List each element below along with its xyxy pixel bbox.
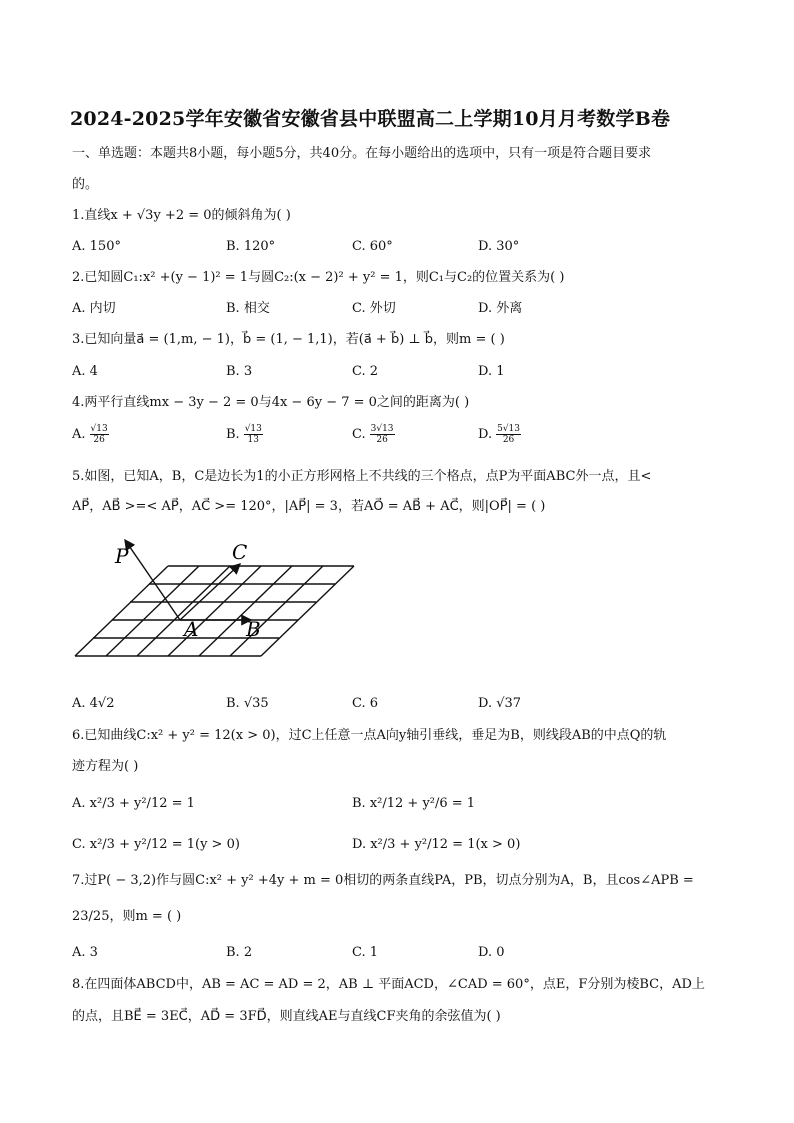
arrow-ap	[125, 540, 180, 620]
question-4-option-a	[72, 424, 109, 445]
question-6-stem: 6.已知曲线C:x² + y² = 12(x > 0)，过C上任意一点A向y轴引垂线，垂足为B，则线段AB的中点Q的轨	[72, 728, 667, 743]
question-1-option-d: D. 30°	[478, 239, 520, 254]
question-4-option-b	[226, 424, 263, 445]
section-heading-cont: 的。	[72, 177, 99, 192]
question-2-option-c: C. 外切	[352, 301, 396, 316]
grid-figure-svg	[72, 532, 372, 680]
option-letter: A.	[72, 427, 86, 442]
question-7-option-a: A. 3	[72, 945, 98, 960]
fraction-denominator: 13	[247, 435, 259, 445]
option-letter: C.	[352, 427, 366, 442]
fraction-denominator: 26	[93, 435, 105, 445]
fraction-numerator: 3√13	[370, 424, 394, 434]
question-2-option-b: B. 相交	[226, 301, 270, 316]
fraction	[90, 424, 109, 445]
page-title: 2024-2025学年安徽省安徽省县中联盟高二上学期10月月考数学B卷	[70, 108, 671, 130]
label-p: P	[115, 544, 129, 568]
question-7-option-b: B. 2	[226, 945, 253, 960]
question-3-option-b: B. 3	[226, 364, 253, 379]
question-6-option-d: D. x²/3 + y²/12 = 1(x > 0)	[352, 837, 521, 852]
question-6-option-b: B. x²/12 + y²/6 = 1	[352, 796, 476, 811]
question-1-option-c: C. 60°	[352, 239, 393, 254]
fraction-denominator: 26	[502, 435, 515, 445]
question-3-option-a: A. 4	[72, 364, 98, 379]
question-5-option-a: A. 4√2	[72, 696, 115, 711]
question-6-option-a: A. x²/3 + y²/12 = 1	[72, 796, 195, 811]
option-letter: B.	[226, 427, 240, 442]
question-6-option-c: C. x²/3 + y²/12 = 1(y > 0)	[72, 837, 240, 852]
question-5-option-d: D. √37	[478, 696, 522, 711]
question-1-option-a: A. 150°	[72, 239, 121, 254]
question-2-option-a: A. 内切	[72, 301, 116, 316]
question-4-stem: 4.两平行直线mx − 3y − 2 = 0与4x − 6y − 7 = 0之间的距离为( )	[72, 395, 470, 410]
grid-figure	[72, 532, 372, 684]
question-7-stem: 7.过P( − 3,2)作与圆C:x² + y² +4y + m = 0相切的两条直线PA，PB，切点分别为A，B，且cos∠APB =	[72, 873, 694, 888]
option-letter: D.	[478, 427, 493, 442]
fraction	[496, 424, 521, 445]
question-7-stem-cont: 23/25，则m = ( )	[72, 909, 182, 924]
fraction	[370, 424, 395, 445]
question-5-stem-cont: AP⃗，AB⃗ >=< AP⃗，AC⃗ >= 120°，|AP⃗| = 3，若AO⃗ = AB⃗ + AC⃗，则|OP⃗| = ( )	[72, 499, 546, 514]
question-5-option-c: C. 6	[352, 696, 379, 711]
question-2-stem: 2.已知圆C₁:x² +(y − 1)² = 1与圆C₂:(x − 2)² + y² = 1，则C₁与C₂的位置关系为( )	[72, 270, 565, 285]
question-7-option-d: D. 0	[478, 945, 505, 960]
fraction-denominator: 26	[376, 435, 388, 445]
question-3-option-c: C. 2	[352, 364, 379, 379]
label-b: B	[246, 617, 261, 641]
label-c: C	[232, 540, 248, 564]
question-4-option-c	[352, 424, 395, 445]
question-5-stem: 5.如图，已知A，B，C是边长为1的小正方形网格上不共线的三个格点，点P为平面ABC外一点，且<	[72, 469, 652, 484]
question-6-stem-cont: 迹方程为( )	[72, 759, 139, 774]
question-4-option-d	[478, 424, 521, 445]
arrow-ac	[180, 564, 240, 620]
question-2-option-d: D. 外离	[478, 301, 523, 316]
question-3-option-d: D. 1	[478, 364, 505, 379]
label-a: A	[184, 617, 199, 641]
question-8-stem-cont: 的点，且BE⃗ = 3EC⃗，AD⃗ = 3FD⃗，则直线AE与直线CF夹角的余弦值为( )	[72, 1009, 501, 1024]
grid-lines	[75, 566, 354, 656]
question-7-option-c: C. 1	[352, 945, 379, 960]
question-1-stem: 1.直线x + √3y +2 = 0的倾斜角为( )	[72, 208, 291, 223]
question-1-option-b: B. 120°	[226, 239, 276, 254]
question-5-option-b: B. √35	[226, 696, 269, 711]
fraction-numerator: √13	[244, 424, 262, 434]
question-3-stem: 3.已知向量a⃗ = (1,m, − 1)，b⃗ = (1, − 1,1)，若(a⃗ + b⃗) ⊥ b⃗，则m = ( )	[72, 332, 505, 347]
section-heading: 一、单选题：本题共8小题，每小题5分，共40分。在每小题给出的选项中，只有一项是符合题目要求	[72, 146, 652, 161]
fraction	[244, 424, 263, 445]
fraction-numerator: √13	[90, 424, 108, 434]
fraction-numerator: 5√13	[497, 424, 521, 434]
question-8-stem: 8.在四面体ABCD中，AB = AC = AD = 2，AB ⊥ 平面ACD，∠CAD = 60°，点E，F分别为棱BC，AD上	[72, 977, 705, 992]
